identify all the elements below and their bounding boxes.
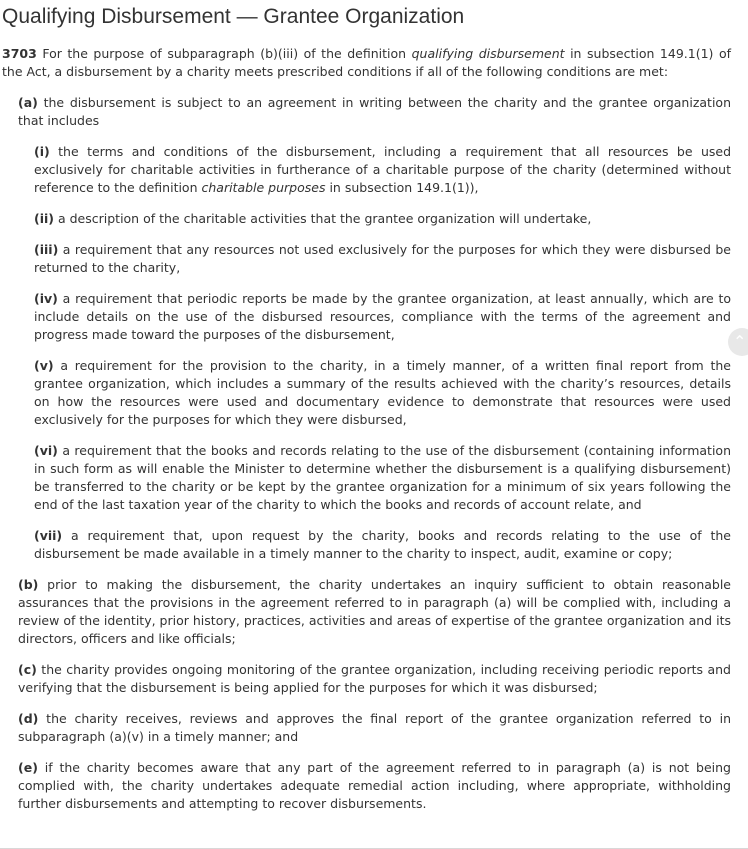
paragraph-b	[2, 576, 731, 648]
page-title: Qualifying Disbursement — Grantee Organization	[2, 5, 465, 28]
paragraph-label: (d)	[18, 711, 39, 726]
subparagraph-label: (iv)	[34, 291, 58, 306]
defined-term: charitable purposes	[201, 180, 326, 195]
subparagraph-text: a description of the charitable activities that the grantee organization will undertake,	[54, 211, 592, 226]
paragraph-d	[2, 710, 731, 746]
paragraph-text: prior to making the disbursement, the charity undertakes an inquiry sufficient to obtain reasonable assurances that the provisions in the agreement referred to in paragraph (a) will be complied with, including a review of the identity, prior history, practices, activities and areas of expertise of the grantee organization and its directors, officers and like officials;	[18, 577, 731, 646]
intro-text-1: For the purpose of subparagraph (b)(iii) of the definition	[36, 46, 412, 61]
defined-term: qualifying disbursement	[411, 46, 565, 61]
subparagraph-label: (vii)	[34, 528, 63, 543]
paragraph-text: the charity provides ongoing monitoring of the grantee organization, including receiving periodic reports and verifying that the disbursement is being applied for the purposes for which it was disbursed;	[18, 662, 731, 695]
section-number: 3703	[2, 46, 37, 61]
paragraph-label: (b)	[18, 577, 39, 592]
subparagraph-vii	[2, 527, 731, 563]
subparagraph-iv	[2, 290, 731, 344]
paragraph-e	[2, 759, 731, 813]
subparagraph-label: (vi)	[34, 443, 58, 458]
subparagraph-text: a requirement that any resources not used exclusively for the purposes for which they were disbursed be returned to the charity,	[34, 242, 731, 275]
subparagraph-text: a requirement that the books and records relating to the use of the disbursement (containing information in such form as will enable the Minister to determine whether the disbursement is a qualifying disbursement) be transferred to the charity or be kept by the grantee organization for a minimum of six years following the end of the last taxation year of the charity to which the books and records of account relate, and	[34, 443, 731, 512]
paragraph-label: (a)	[18, 95, 38, 110]
subparagraph-iii	[2, 241, 731, 277]
subparagraph-v	[2, 357, 731, 429]
paragraph-label: (c)	[18, 662, 37, 677]
subparagraph-label: (v)	[34, 358, 54, 373]
subparagraph-label: (iii)	[34, 242, 59, 257]
paragraph-label: (e)	[18, 760, 38, 775]
intro-text-2: in subsection 149.1(1) of the Act, a disbursement by a charity meets prescribed conditions if all of the following conditions are met:	[2, 46, 731, 79]
subparagraph-text: a requirement that, upon request by the charity, books and records relating to the use of the disbursement be made available in a timely manner to the charity to inspect, audit, examine or copy;	[34, 528, 731, 561]
subparagraph-text-1: the terms and conditions of the disbursement, including a requirement that all resources be used exclusively for charitable activities in furtherance of a charitable purpose of the charity (determined without reference to the definition	[34, 144, 731, 195]
paragraph-a	[2, 94, 731, 130]
scroll-to-top-button[interactable]	[728, 328, 748, 356]
subparagraph-label: (ii)	[34, 211, 54, 226]
paragraph-text: if the charity becomes aware that any part of the agreement referred to in paragraph (a) is not being complied with, the charity undertakes adequate remedial action including, where appropriate, withholding further disbursements and attempting to recover disbursements.	[18, 760, 731, 811]
paragraph-c	[2, 661, 731, 697]
subparagraph-label: (i)	[34, 144, 50, 159]
subparagraph-i	[2, 143, 731, 197]
subparagraph-vi	[2, 442, 731, 514]
subparagraph-text-2: in subsection 149.1(1)),	[325, 180, 479, 195]
paragraph-text: the disbursement is subject to an agreement in writing between the charity and the grantee organization that includes	[18, 95, 731, 128]
subparagraph-ii	[2, 210, 731, 228]
paragraph-text: the charity receives, reviews and approves the final report of the grantee organization referred to in subparagraph (a)(v) in a timely manner; and	[18, 711, 731, 744]
subparagraph-text: a requirement for the provision to the charity, in a timely manner, of a written final report from the grantee organization, which includes a summary of the results achieved with the charity’s resources, details on how the resources were used and documentary evidence to demonstrate that resources were used exclusively for the purposes for which they were disbursed,	[34, 358, 731, 427]
subparagraph-text: a requirement that periodic reports be made by the grantee organization, at least annually, which are to include details on the use of the disbursed resources, compliance with the terms of the agreement and progress made toward the purposes of the disbursement,	[34, 291, 731, 342]
section-intro	[2, 45, 731, 81]
chevron-up-icon: ⌃	[733, 332, 747, 351]
